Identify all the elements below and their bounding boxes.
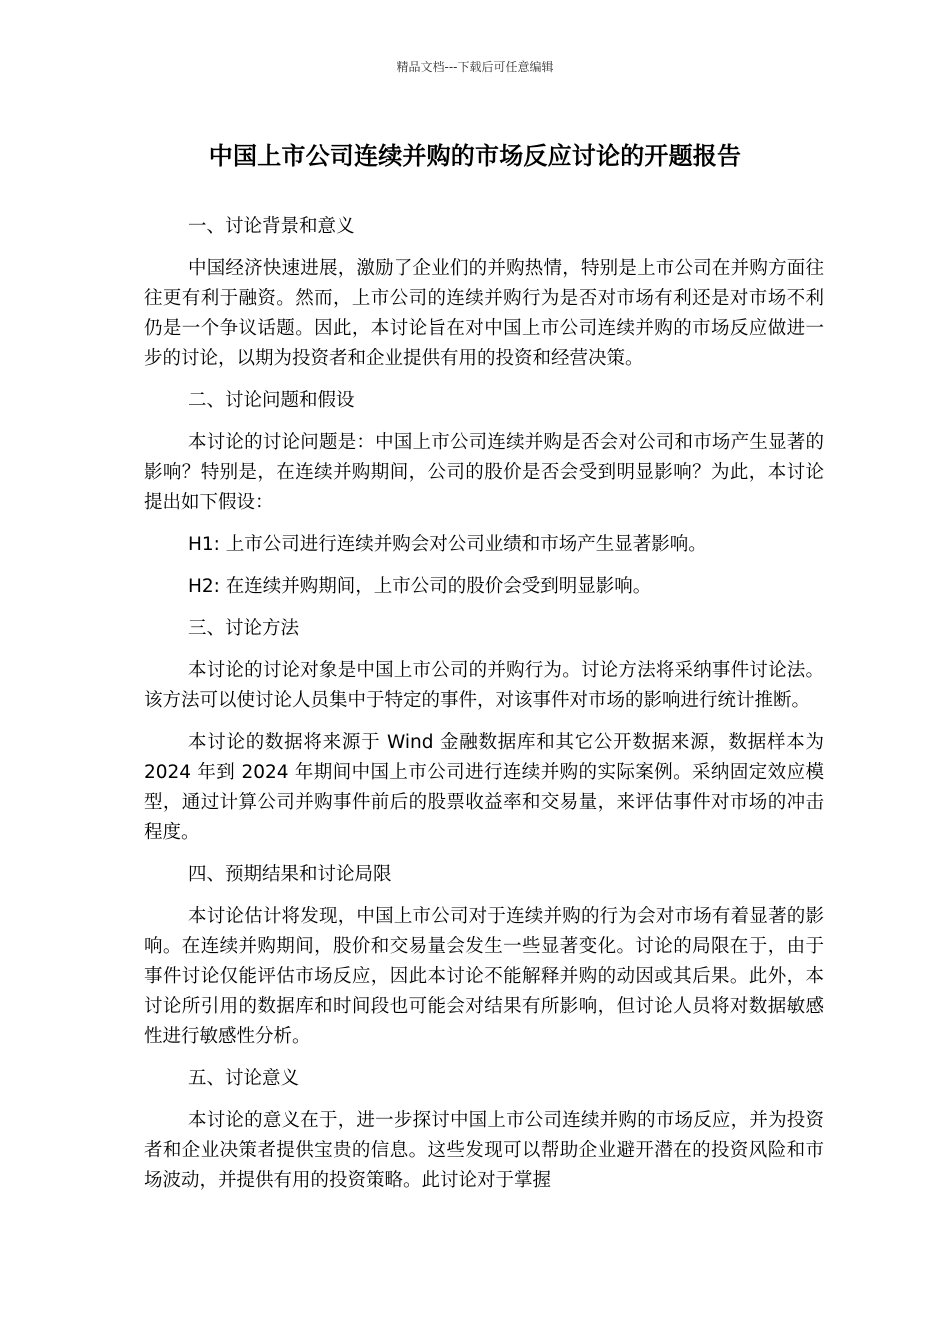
paragraph-expected-results: 本讨论估计将发现，中国上市公司对于连续并购的行为会对市场有着显著的影响。在连续并购期间，股价和交易量会发生一些显著变化。讨论的局限在于，由于事件讨论仅能评估市场反应，因此本讨论不能解释并购的动因或其后果。此外，本讨论所引用的数据库和时间段也可能会对结果有所影响，但讨论人员将对数据敏感性进行敏感性分析。 — [144, 906, 824, 1047]
section-heading-background: 一、讨论背景和意义 — [188, 216, 355, 237]
hypothesis-h1: H1: 上市公司进行连续并购会对公司业绩和市场产生显著影响。 — [188, 534, 707, 555]
paragraph-questions: 本讨论的讨论问题是：中国上市公司连续并购是否会对公司和市场产生显著的影响？特别是，在连续并购期间，公司的股价是否会受到明显影响？为此，本讨论提出如下假设： — [144, 432, 824, 513]
section-heading-expected-results: 四、预期结果和讨论局限 — [188, 864, 392, 885]
paragraph-background: 中国经济快速进展，激励了企业们的并购热情，特别是上市公司在并购方面往往更有利于融资。然而，上市公司的连续并购行为是否对市场有利还是对市场不利仍是一个争议话题。因此，本讨论旨在对中国上市公司连续并购的市场反应做进一步的讨论，以期为投资者和企业提供有用的投资和经营决策。 — [144, 258, 824, 369]
paragraph-methods-2: 本讨论的数据将来源于 Wind 金融数据库和其它公开数据来源，数据样本为 2024 年到 2024 年期间中国上市公司进行连续并购的实际案例。采纳固定效应模型，通过计算公司并购事件前后的股票收益率和交易量，来评估事件对市场的冲击程度。 — [144, 732, 824, 843]
document-title: 中国上市公司连续并购的市场反应讨论的开题报告 — [208, 142, 742, 170]
hypothesis-h2: H2: 在连续并购期间，上市公司的股价会受到明显影响。 — [188, 576, 652, 597]
document-body — [144, 212, 824, 1208]
section-heading-methods: 三、讨论方法 — [188, 618, 300, 639]
section-heading-questions: 二、讨论问题和假设 — [188, 390, 355, 411]
header-note: 精品文档---下载后可任意编辑 — [396, 60, 554, 74]
paragraph-methods-1: 本讨论的讨论对象是中国上市公司的并购行为。讨论方法将采纳事件讨论法。该方法可以使讨论人员集中于特定的事件，对该事件对市场的影响进行统计推断。 — [144, 660, 824, 711]
paragraph-significance: 本讨论的意义在于，进一步探讨中国上市公司连续并购的市场反应，并为投资者和企业决策者提供宝贵的信息。这些发现可以帮助企业避开潜在的投资风险和市场波动，并提供有用的投资策略。此讨论对于掌握 — [144, 1110, 824, 1191]
section-heading-significance: 五、讨论意义 — [188, 1068, 300, 1089]
